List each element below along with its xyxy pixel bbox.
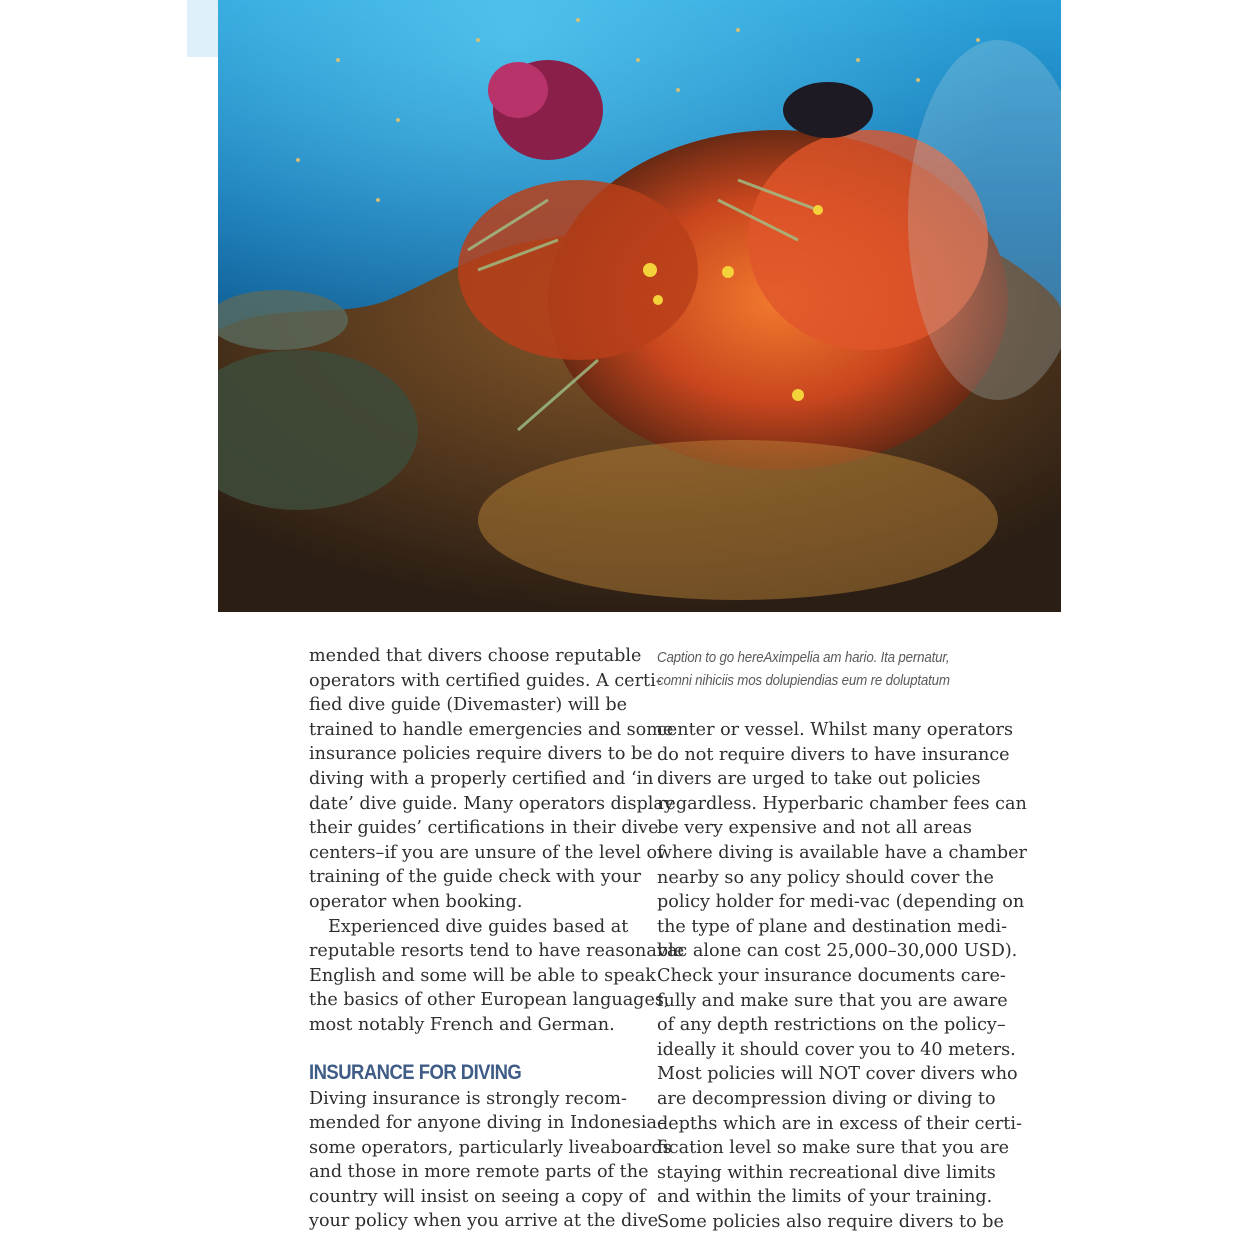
left-text-column [309,644,685,1234]
text-line: the basics of other European languages, [309,990,670,1011]
text-line: fication level so make sure that you are [657,1138,1010,1159]
page-corner-tab [187,0,218,57]
text-line: operator when booking. [309,891,523,912]
text-line: divers are urged to take out policies [657,769,981,790]
text-line: ideally it should cover you to 40 meters. [657,1039,1016,1060]
caption-line: Caption to go hereAximpelia am hario. Ita pernatur, [657,650,950,666]
right-text-column [657,718,1027,1234]
text-line: regardless. Hyperbaric chamber fees can [657,793,1027,814]
text-line: where diving is available have a chamber [657,842,1027,863]
text-line: staying within recreational dive limits [657,1162,996,1183]
text-line: country will insist on seeing a copy of [309,1186,646,1207]
text-line: their guides’ certifications in their dive [309,818,659,839]
text-line: Diving insurance is strongly recom- [309,1088,627,1109]
text-line: do not require divers to have insurance [657,744,1010,765]
text-line: nearby so any policy should cover the [657,867,994,888]
text-line: Check your insurance documents care- [657,965,1006,986]
text-line: reputable resorts tend to have reasonable [309,941,685,962]
text-line: most notably French and German. [309,1014,615,1035]
text-line: Experienced dive guides based at [328,916,629,937]
text-line: English and some will be able to speak [309,965,656,986]
text-line: Most policies will NOT cover divers who [657,1064,1018,1085]
text-line: vac alone can cost 25,000–30,000 USD). [657,941,1018,962]
text-line: operators with certified guides. A certi- [309,670,662,691]
text-line: and those in more remote parts of the [309,1162,649,1183]
paragraph-dive-guides [309,915,685,1038]
text-line: be very expensive and not all areas [657,818,972,839]
text-line: and within the limits of your training. [657,1187,993,1208]
text-line: policy holder for medi-vac (depending on [657,892,1025,913]
photo-caption [657,647,997,693]
text-line: center or vessel. Whilst many operators [657,720,1013,740]
text-line: fully and make sure that you are aware [657,990,1008,1011]
text-line: some operators, particularly liveaboards [309,1137,672,1158]
text-line: fied dive guide (Divemaster) will be [309,695,628,716]
text-line: depths which are in excess of their certi- [657,1113,1022,1134]
text-line: are decompression diving or diving to [657,1088,996,1109]
text-line: trained to handle emergencies and some [309,719,674,740]
text-line: of any depth restrictions on the policy– [657,1015,1006,1036]
text-line: training of the guide check with your [309,867,641,888]
text-line: diving with a properly certified and ‘in [309,768,654,789]
paragraph-operators [309,644,674,915]
text-line: Some policies also require divers to be [657,1211,1004,1232]
text-line: insurance policies require divers to be [309,744,653,765]
text-line: centers–if you are unsure of the level of [309,842,664,863]
text-line: mended that divers choose reputable [309,646,642,666]
coral-reef-photo [218,0,1061,612]
text-line: mended for anyone diving in Indonesia– [309,1113,666,1134]
text-line: date’ dive guide. Many operators display [309,793,674,814]
paragraph-insurance [309,1087,672,1235]
text-line: your policy when you arrive at the dive [309,1211,659,1232]
section-heading: INSURANCE FOR DIVING [309,1060,522,1084]
text-line: the type of plane and destination medi- [657,916,1008,937]
caption-line: comni nihiciis mos dolupiendias eum re doluptatum [657,673,950,689]
